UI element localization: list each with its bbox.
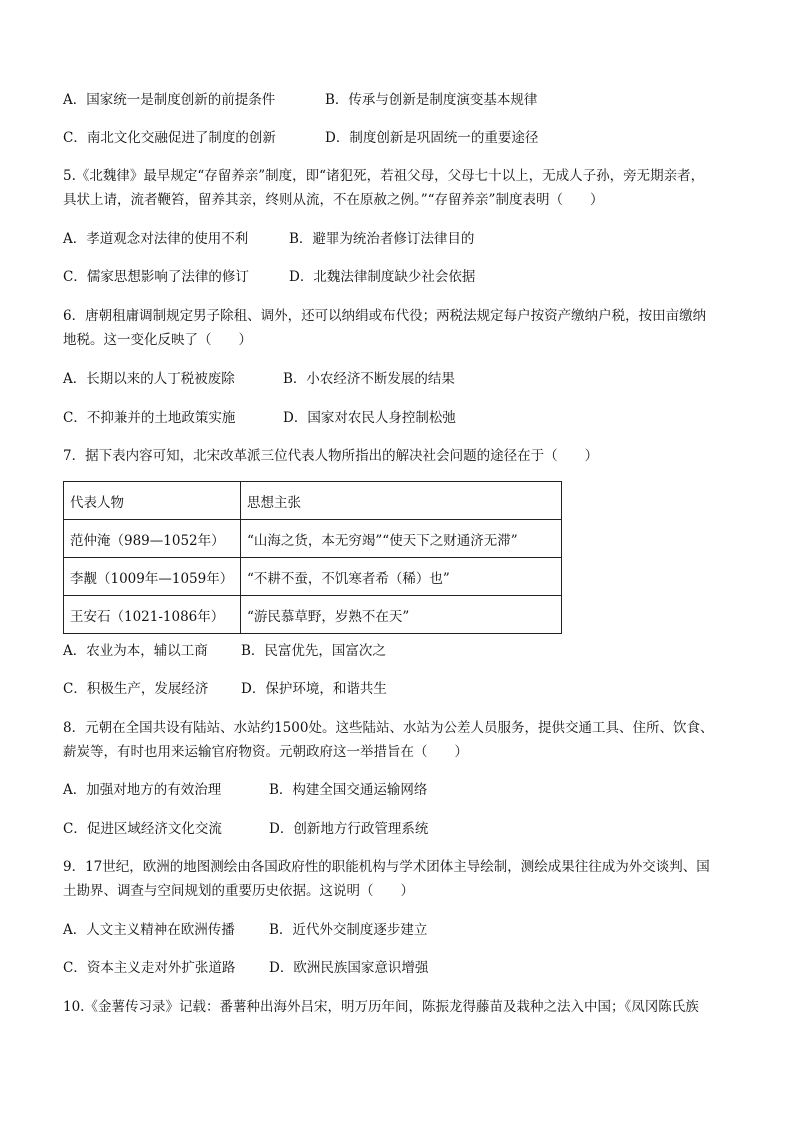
q4-option-b: B．传承与创新是制度演变基本规律: [325, 92, 538, 108]
q6-stem-line2: 地税。这一变化反映了（ ）: [63, 332, 252, 348]
q10-stem-line1: 10.《金薯传习录》记载：番薯种出海外吕宋，明万历年间，陈振龙得藤苗及栽种之法入中国；《凤冈陈氏族: [63, 999, 699, 1015]
table-cell-idea: “山海之货，本无穷竭”“使天下之财通济无滞”: [241, 520, 562, 558]
q6-option-c: C．不抑兼并的土地政策实施: [63, 410, 236, 426]
q7-option-b: B．民富优先，国富次之: [241, 643, 386, 659]
q8-option-a: A．加强对地方的有效治理: [63, 782, 222, 798]
table-cell-person: 范仲淹（989—1052年）: [64, 520, 241, 558]
table-cell-person: 王安石（1021-1086年）: [64, 596, 241, 634]
q5-option-d: D．北魏法律制度缺少社会依据: [289, 269, 476, 285]
q9-option-c: C．资本主义走对外扩张道路: [63, 960, 236, 976]
table-row: [64, 558, 562, 596]
q6-option-a: A．长期以来的人丁税被废除: [63, 371, 235, 387]
q6-stem-line1: 6．唐朝租庸调制规定男子除租、调外，还可以纳绢或布代役；两税法规定每户按资产缴纳户税，按田亩缴纳: [63, 308, 707, 324]
q9-stem-line2: 土勘界、调查与空间规划的重要历史依据。这说明（ ）: [63, 883, 414, 899]
q7-option-d: D．保护环境，和谐共生: [241, 681, 387, 697]
table-header-cell: 思想主张: [241, 482, 562, 520]
table-cell-idea: “游民慕草野，岁熟不在天”: [241, 596, 562, 634]
table-header-cell: 代表人物: [64, 482, 241, 520]
table-header-row: [64, 482, 562, 520]
q5-option-c: C．儒家思想影响了法律的修订: [63, 269, 249, 285]
q9-option-d: D．欧洲民族国家意识增强: [269, 960, 429, 976]
q5-stem-line2: 具状上请，流者鞭笞，留养其亲，终则从流，不在原赦之例。”“存留养亲”制度表明（ ）: [63, 192, 604, 208]
q8-stem-line2: 薪炭等，有时也用来运输官府物资。元朝政府这一举措旨在（ ）: [63, 744, 468, 760]
q7-option-a: A．农业为本，辅以工商: [63, 643, 208, 659]
q5-option-b: B．避罪为统治者修订法律目的: [289, 231, 475, 247]
q7-table: [63, 481, 562, 634]
q8-option-d: D．创新地方行政管理系统: [269, 821, 429, 837]
q8-stem-line1: 8．元朝在全国共设有陆站、水站约1500处。这些陆站、水站为公差人员服务，提供交通工具、住所、饮食、: [63, 720, 714, 736]
q9-option-b: B．近代外交制度逐步建立: [269, 922, 428, 938]
q6-option-b: B．小农经济不断发展的结果: [283, 371, 455, 387]
q4-option-c: C．南北文化交融促进了制度的创新: [63, 130, 276, 146]
q8-option-b: B．构建全国交通运输网络: [269, 782, 428, 798]
q5-option-a: A．孝道观念对法律的使用不利: [63, 231, 249, 247]
q4-option-a: A．国家统一是制度创新的前提条件: [63, 92, 276, 108]
q7-stem: 7．据下表内容可知，北宋改革派三位代表人物所指出的解决社会问题的途径在于（ ）: [63, 448, 599, 464]
table-cell-idea: “不耕不蚕，不饥寒者希（稀）也”: [241, 558, 562, 596]
table-row: [64, 596, 562, 634]
q6-option-d: D．国家对农民人身控制松弛: [283, 410, 456, 426]
q4-option-d: D．制度创新是巩固统一的重要途径: [325, 130, 539, 146]
q5-stem-line1: 5.《北魏律》最早规定“存留养亲”制度，即“诸犯死，若祖父母，父母七十以上，无成人子孙，旁无期亲者，: [63, 168, 705, 184]
table-row: [64, 520, 562, 558]
q9-option-a: A．人文主义精神在欧洲传播: [63, 922, 235, 938]
table-cell-person: 李觏（1009年—1059年）: [64, 558, 241, 596]
q8-option-c: C．促进区域经济文化交流: [63, 821, 222, 837]
q7-option-c: C．积极生产，发展经济: [63, 681, 209, 697]
q9-stem-line1: 9．17世纪，欧洲的地图测绘由各国政府性的职能机构与学术团体主导绘制，测绘成果往往成为外交谈判、国: [63, 859, 710, 875]
